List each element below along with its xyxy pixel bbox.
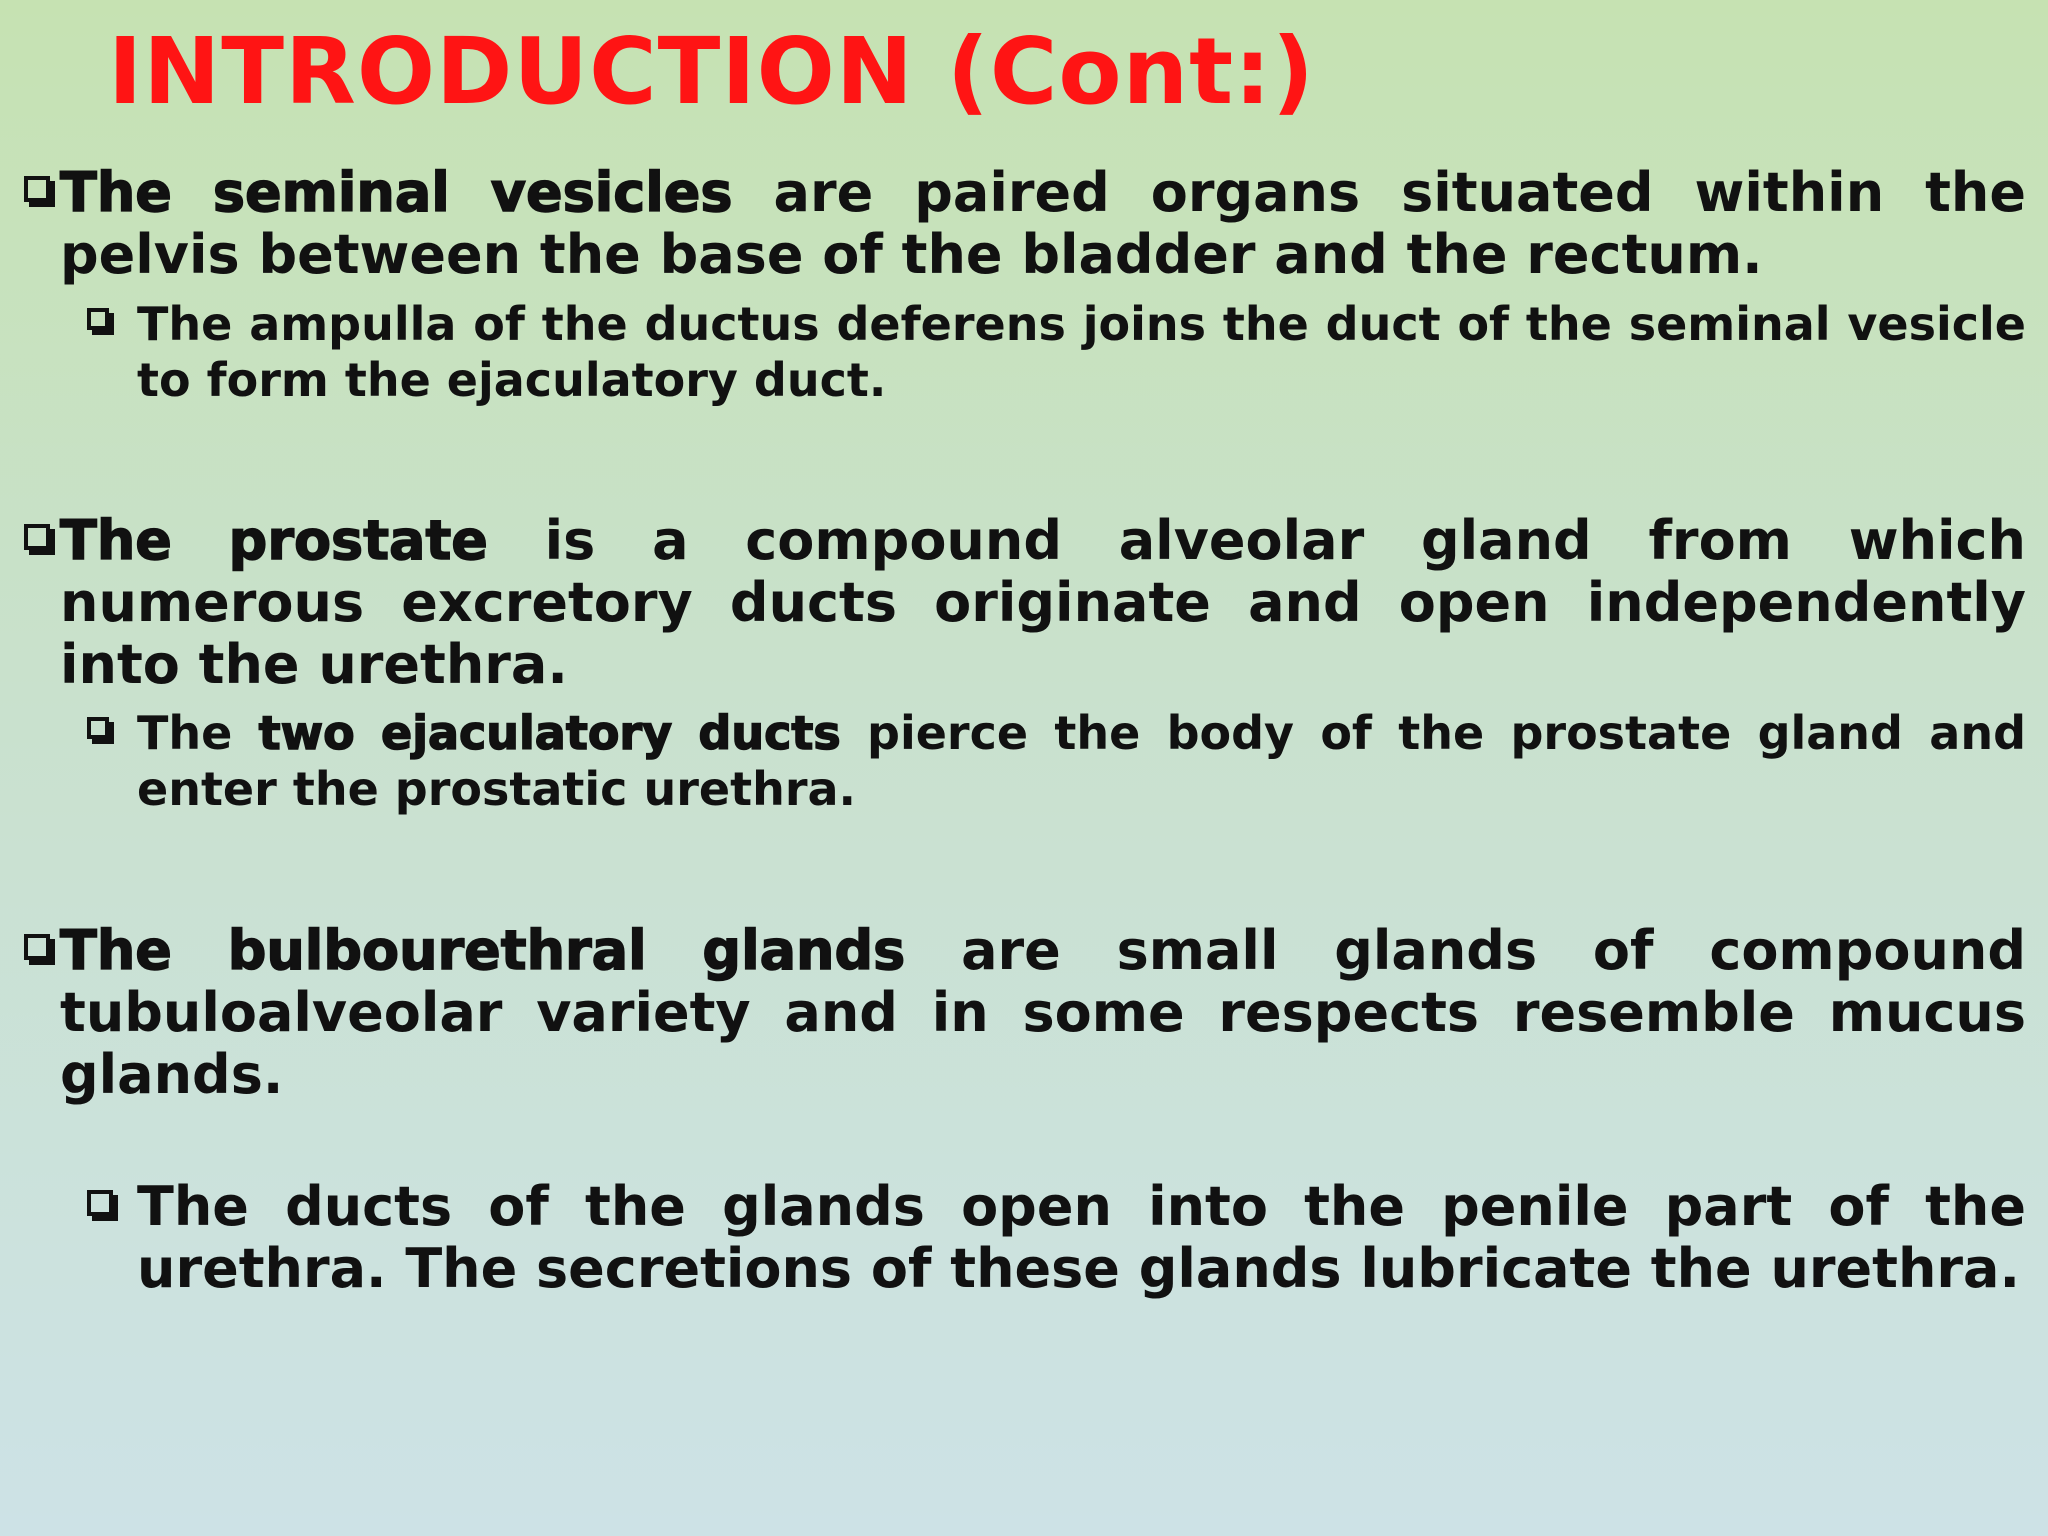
hollow-square-bullet-icon	[87, 308, 109, 330]
bullet-bulbourethral-glands	[60, 920, 2026, 1106]
bullet-ampulla	[137, 296, 2026, 408]
bullet-text: is a compound alveolar gland from which numerous excretory ducts originate and open independently into the urethra.	[60, 509, 2026, 696]
bullet-gland-ducts	[137, 1176, 2026, 1300]
bullet-text: The ducts of the glands open into the penile part of the urethra. The secretions of these glands lubricate the urethra.	[137, 1175, 2026, 1300]
bullet-lead: The	[137, 706, 259, 760]
hollow-square-bullet-icon	[24, 934, 50, 960]
bullet-text: are small glands of compound tubuloalveolar variety and in some respects resemble mucus glands.	[60, 919, 2026, 1106]
bullet-term: The seminal vesicles	[60, 161, 733, 224]
hollow-square-bullet-icon	[24, 176, 50, 202]
bullet-text: are paired organs situated within the pelvis between the base of the bladder and the rectum.	[60, 161, 2026, 286]
bullet-text: The ampulla of the ductus deferens joins the duct of the seminal vesicle to form the ejaculatory duct.	[137, 297, 2026, 407]
slide-title: INTRODUCTION (Cont:)	[108, 18, 1315, 125]
bullet-term: The prostate	[60, 509, 488, 572]
bullet-term: The bulbourethral glands	[60, 919, 906, 982]
bullet-ejaculatory-ducts	[137, 705, 2026, 817]
hollow-square-bullet-icon	[87, 1190, 113, 1216]
bullet-term: two ejaculatory ducts	[258, 706, 841, 760]
bullet-seminal-vesicles	[60, 162, 2026, 286]
hollow-square-bullet-icon	[87, 717, 109, 739]
bullet-text: pierce the body of the prostate gland and enter the prostatic urethra.	[137, 706, 2026, 816]
hollow-square-bullet-icon	[24, 524, 50, 550]
bullet-prostate	[60, 510, 2026, 696]
